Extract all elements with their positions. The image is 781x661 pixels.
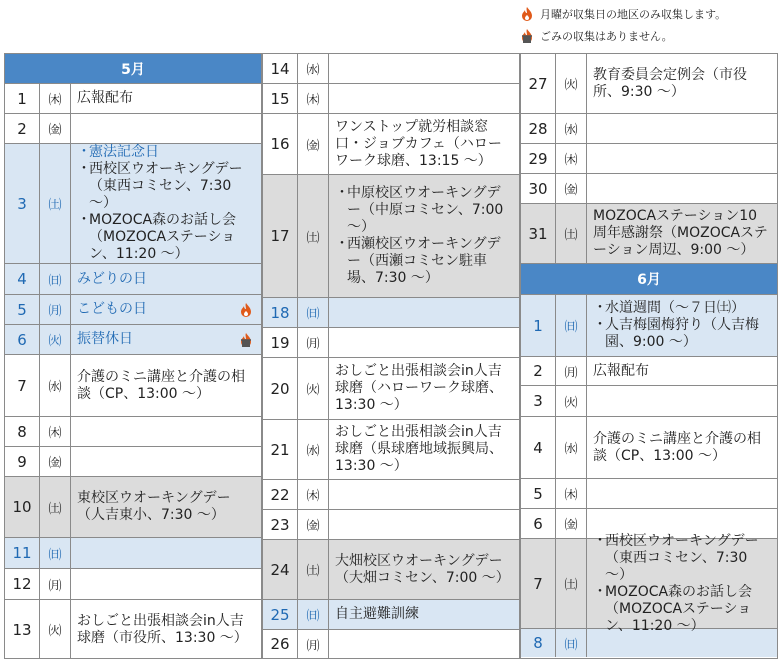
day-number: 2 [5, 114, 40, 143]
event-text: ワンストップ就労相談窓口・ジョブカフェ（ハローワーク球磨、13:15 〜） [335, 118, 502, 169]
day-number: 3 [5, 144, 40, 263]
legend-nofire [520, 28, 673, 44]
day-row [5, 447, 261, 477]
day-number: 3 [521, 386, 556, 416]
event-text [329, 630, 519, 658]
day-row [5, 600, 261, 659]
day-row [5, 569, 261, 600]
day-row [521, 174, 777, 204]
event-text [587, 144, 777, 173]
legend-nofire-text: ごみの収集はありません。 [540, 30, 673, 43]
day-number: 17 [263, 175, 298, 297]
day-number: 22 [263, 480, 298, 509]
event-text [71, 569, 261, 599]
event-text: 大畑校区ウオーキングデー（大畑コミセン、7:00 〜） [335, 552, 510, 586]
event-text: 東校区ウオーキングデー（人吉東小、7:30 〜） [77, 490, 231, 523]
legend-fire [520, 6, 726, 22]
day-row [263, 540, 519, 600]
day-number: 23 [263, 510, 298, 539]
day-number: 19 [263, 328, 298, 357]
weekday: ㈰ [298, 600, 329, 629]
event-item: ・ 中原校区ウオーキングデー（中原コミセン、7:00 〜） [335, 185, 513, 236]
may-column-1 [4, 53, 262, 659]
event-cell [71, 295, 261, 324]
day-row [521, 386, 777, 417]
weekday: ㈫ [298, 358, 329, 419]
event-text [329, 510, 519, 539]
day-row [5, 538, 261, 569]
event-text [329, 298, 519, 327]
weekday: ㈰ [40, 538, 71, 568]
weekday: ㈭ [40, 417, 71, 446]
event-text: こどもの日 [77, 301, 147, 317]
event-text [329, 84, 519, 113]
day-number: 11 [5, 538, 40, 568]
day-number: 28 [521, 114, 556, 143]
day-number: 26 [263, 630, 298, 658]
day-number: 2 [521, 357, 556, 385]
day-row [521, 144, 777, 174]
weekday: ㈫ [40, 600, 71, 659]
weekday: ㈫ [40, 325, 71, 354]
weekday: ㈭ [556, 479, 587, 508]
day-number: 18 [263, 298, 298, 327]
flame-icon [520, 6, 534, 22]
weekday: ㈰ [40, 264, 71, 294]
day-number: 4 [5, 264, 40, 294]
weekday: ㈫ [556, 386, 587, 416]
weekday: ㈪ [556, 357, 587, 385]
day-row [521, 417, 777, 479]
day-number: 9 [5, 447, 40, 476]
day-row [263, 328, 519, 358]
day-number: 24 [263, 540, 298, 599]
day-number: 6 [521, 509, 556, 538]
day-row [5, 295, 261, 325]
day-row [5, 84, 261, 114]
event-text: 広報配布 [77, 90, 133, 106]
weekday: ㈬ [556, 417, 587, 478]
day-row [5, 144, 261, 264]
event-text [587, 479, 777, 508]
event-list [587, 532, 777, 634]
event-list [71, 144, 261, 263]
event-text [71, 538, 261, 568]
may-june-column-3 [520, 53, 778, 659]
event-text [587, 174, 777, 203]
day-row [521, 295, 777, 357]
event-item: ・ 人吉梅園梅狩り（人吉梅園、9:00 〜） [593, 317, 771, 351]
day-number: 12 [5, 569, 40, 599]
event-text: MOZOCAステーション10周年感謝祭（MOZOCAステーション周辺、9:00 〜） [593, 208, 768, 258]
event-text: おしごと出張相談会in人吉球磨（県球磨地域振興局、13:30 〜） [335, 424, 503, 474]
weekday: ㈮ [298, 510, 329, 539]
weekday: ㈪ [40, 569, 71, 599]
day-number: 5 [5, 295, 40, 324]
event-text [71, 447, 261, 476]
weekday: ㈮ [298, 114, 329, 174]
day-number: 5 [521, 479, 556, 508]
day-number: 31 [521, 204, 556, 263]
weekday: ㈭ [298, 480, 329, 509]
day-row [521, 204, 777, 264]
day-number: 7 [5, 355, 40, 416]
day-row [521, 357, 777, 386]
weekday: ㈭ [298, 84, 329, 113]
weekday: ㈯ [298, 175, 329, 297]
day-number: 27 [521, 54, 556, 113]
day-row [521, 114, 777, 144]
day-row [521, 532, 777, 634]
event-text [71, 114, 261, 143]
day-number: 14 [263, 54, 298, 83]
trash-fire-icon [520, 28, 534, 44]
weekday: ㈰ [556, 629, 587, 657]
weekday: ㈮ [556, 174, 587, 203]
event-item: ・ 水道週間（〜７日㈯） [593, 300, 771, 317]
weekday: ㈪ [298, 630, 329, 658]
day-row [263, 84, 519, 114]
day-row [263, 114, 519, 175]
day-number: 15 [263, 84, 298, 113]
weekday: ㈯ [40, 144, 71, 263]
weekday: ㈯ [556, 204, 587, 263]
day-number: 20 [263, 358, 298, 419]
day-row [263, 480, 519, 510]
day-row [5, 325, 261, 355]
day-number: 25 [263, 600, 298, 629]
weekday: ㈭ [40, 84, 71, 113]
day-number: 16 [263, 114, 298, 174]
flame-icon [239, 301, 253, 319]
day-row [263, 510, 519, 540]
may-column-2 [262, 53, 520, 659]
day-row [263, 630, 519, 658]
event-item: ・ MOZOCA森のお話し会（MOZOCAステーション、11:20 〜） [593, 584, 771, 635]
day-row [5, 264, 261, 295]
event-text: 自主避難訓練 [335, 606, 419, 622]
day-row [263, 358, 519, 420]
event-text: 広報配布 [593, 362, 649, 379]
event-text: 介護のミニ講座と介護の相談（CP、13:00 〜） [593, 430, 761, 464]
event-text [587, 114, 777, 143]
legend-fire-text: 月曜が収集日の地区のみ収集します。 [540, 8, 727, 21]
weekday: ㈬ [298, 54, 329, 83]
day-row [521, 479, 777, 509]
event-text: 振替休日 [77, 331, 133, 347]
weekday: ㈯ [298, 540, 329, 599]
weekday: ㈰ [556, 295, 587, 356]
event-item: ・ 西瀬校区ウオーキングデー（西瀬コミセン駐車場、7:30 〜） [335, 236, 513, 287]
weekday: ㈰ [298, 298, 329, 327]
event-text [71, 417, 261, 446]
day-number: 1 [521, 295, 556, 356]
weekday: ㈪ [40, 295, 71, 324]
day-number: 1 [5, 84, 40, 113]
day-number: 8 [5, 417, 40, 446]
event-item: ・ 西校区ウオーキングデー（東西コミセン、7:30 〜） [77, 161, 255, 212]
day-row [521, 629, 777, 657]
day-number: 29 [521, 144, 556, 173]
day-row [5, 355, 261, 417]
trash-fire-icon [239, 331, 253, 349]
weekday: ㈯ [40, 477, 71, 537]
weekday: ㈬ [556, 114, 587, 143]
event-text [587, 386, 777, 416]
event-text: おしごと出張相談会in人吉球磨（市役所、13:30 〜） [77, 612, 248, 646]
weekday: ㈬ [298, 420, 329, 479]
weekday: ㈮ [40, 114, 71, 143]
event-list [329, 175, 519, 297]
day-number: 13 [5, 600, 40, 659]
day-row [521, 54, 777, 114]
day-row [263, 298, 519, 328]
weekday: ㈭ [556, 144, 587, 173]
month-header-june: 6月 [521, 264, 777, 295]
event-item: ・ 西校区ウオーキングデー（東西コミセン、7:30 〜） [593, 533, 771, 584]
day-row [5, 477, 261, 538]
weekday: ㈮ [40, 447, 71, 476]
day-number: 21 [263, 420, 298, 479]
day-row [5, 114, 261, 144]
event-text [587, 629, 777, 657]
weekday: ㈫ [556, 54, 587, 113]
event-item: ・ 憲法記念日 [77, 144, 255, 161]
event-text: おしごと出張相談会in人吉球磨（ハローワーク球磨、13:30 〜） [335, 363, 503, 413]
event-text: みどりの日 [77, 270, 147, 287]
day-number: 4 [521, 417, 556, 478]
weekday: ㈮ [556, 509, 587, 538]
event-text [329, 54, 519, 83]
event-text: 介護のミニ講座と介護の相談（CP、13:00 〜） [77, 368, 245, 402]
weekday: ㈯ [556, 539, 587, 628]
weekday: ㈬ [40, 355, 71, 416]
month-header-may: 5月 [5, 54, 261, 84]
day-number: 8 [521, 629, 556, 657]
event-cell [71, 325, 261, 354]
event-item: ・ MOZOCA森のお話し会（MOZOCAステーション、11:20 〜） [77, 212, 255, 263]
day-number: 7 [521, 539, 556, 628]
legend [0, 0, 781, 52]
day-number: 10 [5, 477, 40, 537]
event-text: 教育委員会定例会（市役所、9:30 〜） [593, 66, 747, 100]
event-text [329, 480, 519, 509]
day-row [263, 175, 519, 298]
day-number: 30 [521, 174, 556, 203]
event-text [329, 328, 519, 357]
day-row [263, 54, 519, 84]
day-row [263, 420, 519, 480]
day-number: 6 [5, 325, 40, 354]
day-row [5, 417, 261, 447]
event-list [587, 295, 777, 356]
day-row [263, 600, 519, 630]
weekday: ㈪ [298, 328, 329, 357]
